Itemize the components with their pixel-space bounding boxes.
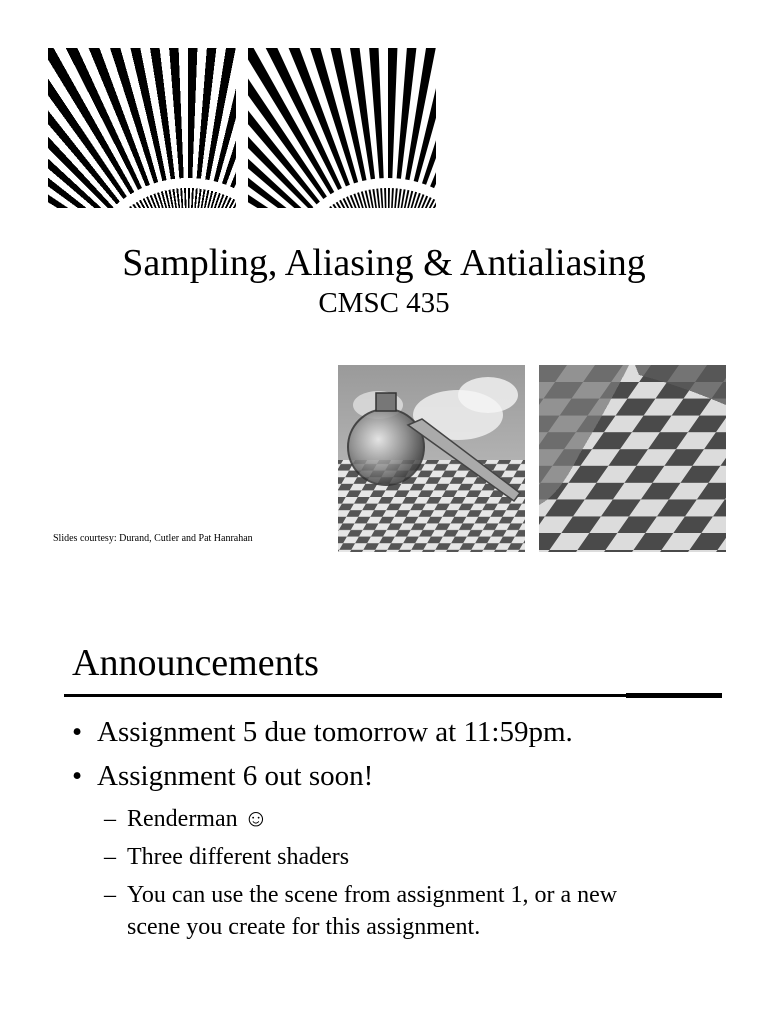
bullet-text: Assignment 5 due tomorrow at 11:59pm. [97,716,573,748]
sub-marker: – [104,882,116,908]
starburst-inner-wedge [329,206,353,208]
sub-item-continuation: scene you create for this assignment. [127,914,481,940]
glass-flask-image [338,365,525,552]
credits-text: Slides courtesy: Durand, Cutler and Pat Hanrahan [53,533,253,544]
starburst-inner-wedge [190,188,194,208]
sub-text: Renderman ☺ [127,806,269,832]
bullet-text: Assignment 6 out soon! [97,760,374,792]
antialiased-starburst-image [248,48,436,208]
starburst-inner-wedge [129,206,153,208]
heading-rule [64,694,634,697]
sub-item [104,803,268,835]
sub-text: You can use the scene from assignment 1, or a new [127,882,618,908]
heading-rule-accent [626,693,722,698]
sub-marker: – [104,806,116,832]
starburst-inner-wedge [388,188,390,208]
course-code: CMSC 435 [318,287,450,319]
sub-item [104,841,349,873]
sub-item [104,879,617,911]
starburst-inner-wedge [380,188,384,208]
starburst-inner-wedge [390,188,394,208]
aliased-starburst-image [48,48,236,208]
starburst-inner-wedge [184,188,187,208]
starburst-inner-wedge [180,188,184,208]
bullet-item [72,758,373,794]
starburst-inner-wedge [188,188,190,208]
announcements-heading: Announcements [72,642,319,684]
sub-text: Three different shaders [127,844,350,870]
slide-title: Sampling, Aliasing & Antialiasing [122,242,646,284]
bullet-marker: • [72,716,83,748]
bullet-item [72,714,573,750]
bullet-marker: • [72,760,83,792]
checkerboard-closeup-image [539,365,726,552]
sub-marker: – [104,844,116,870]
starburst-inner-wedge [384,188,387,208]
